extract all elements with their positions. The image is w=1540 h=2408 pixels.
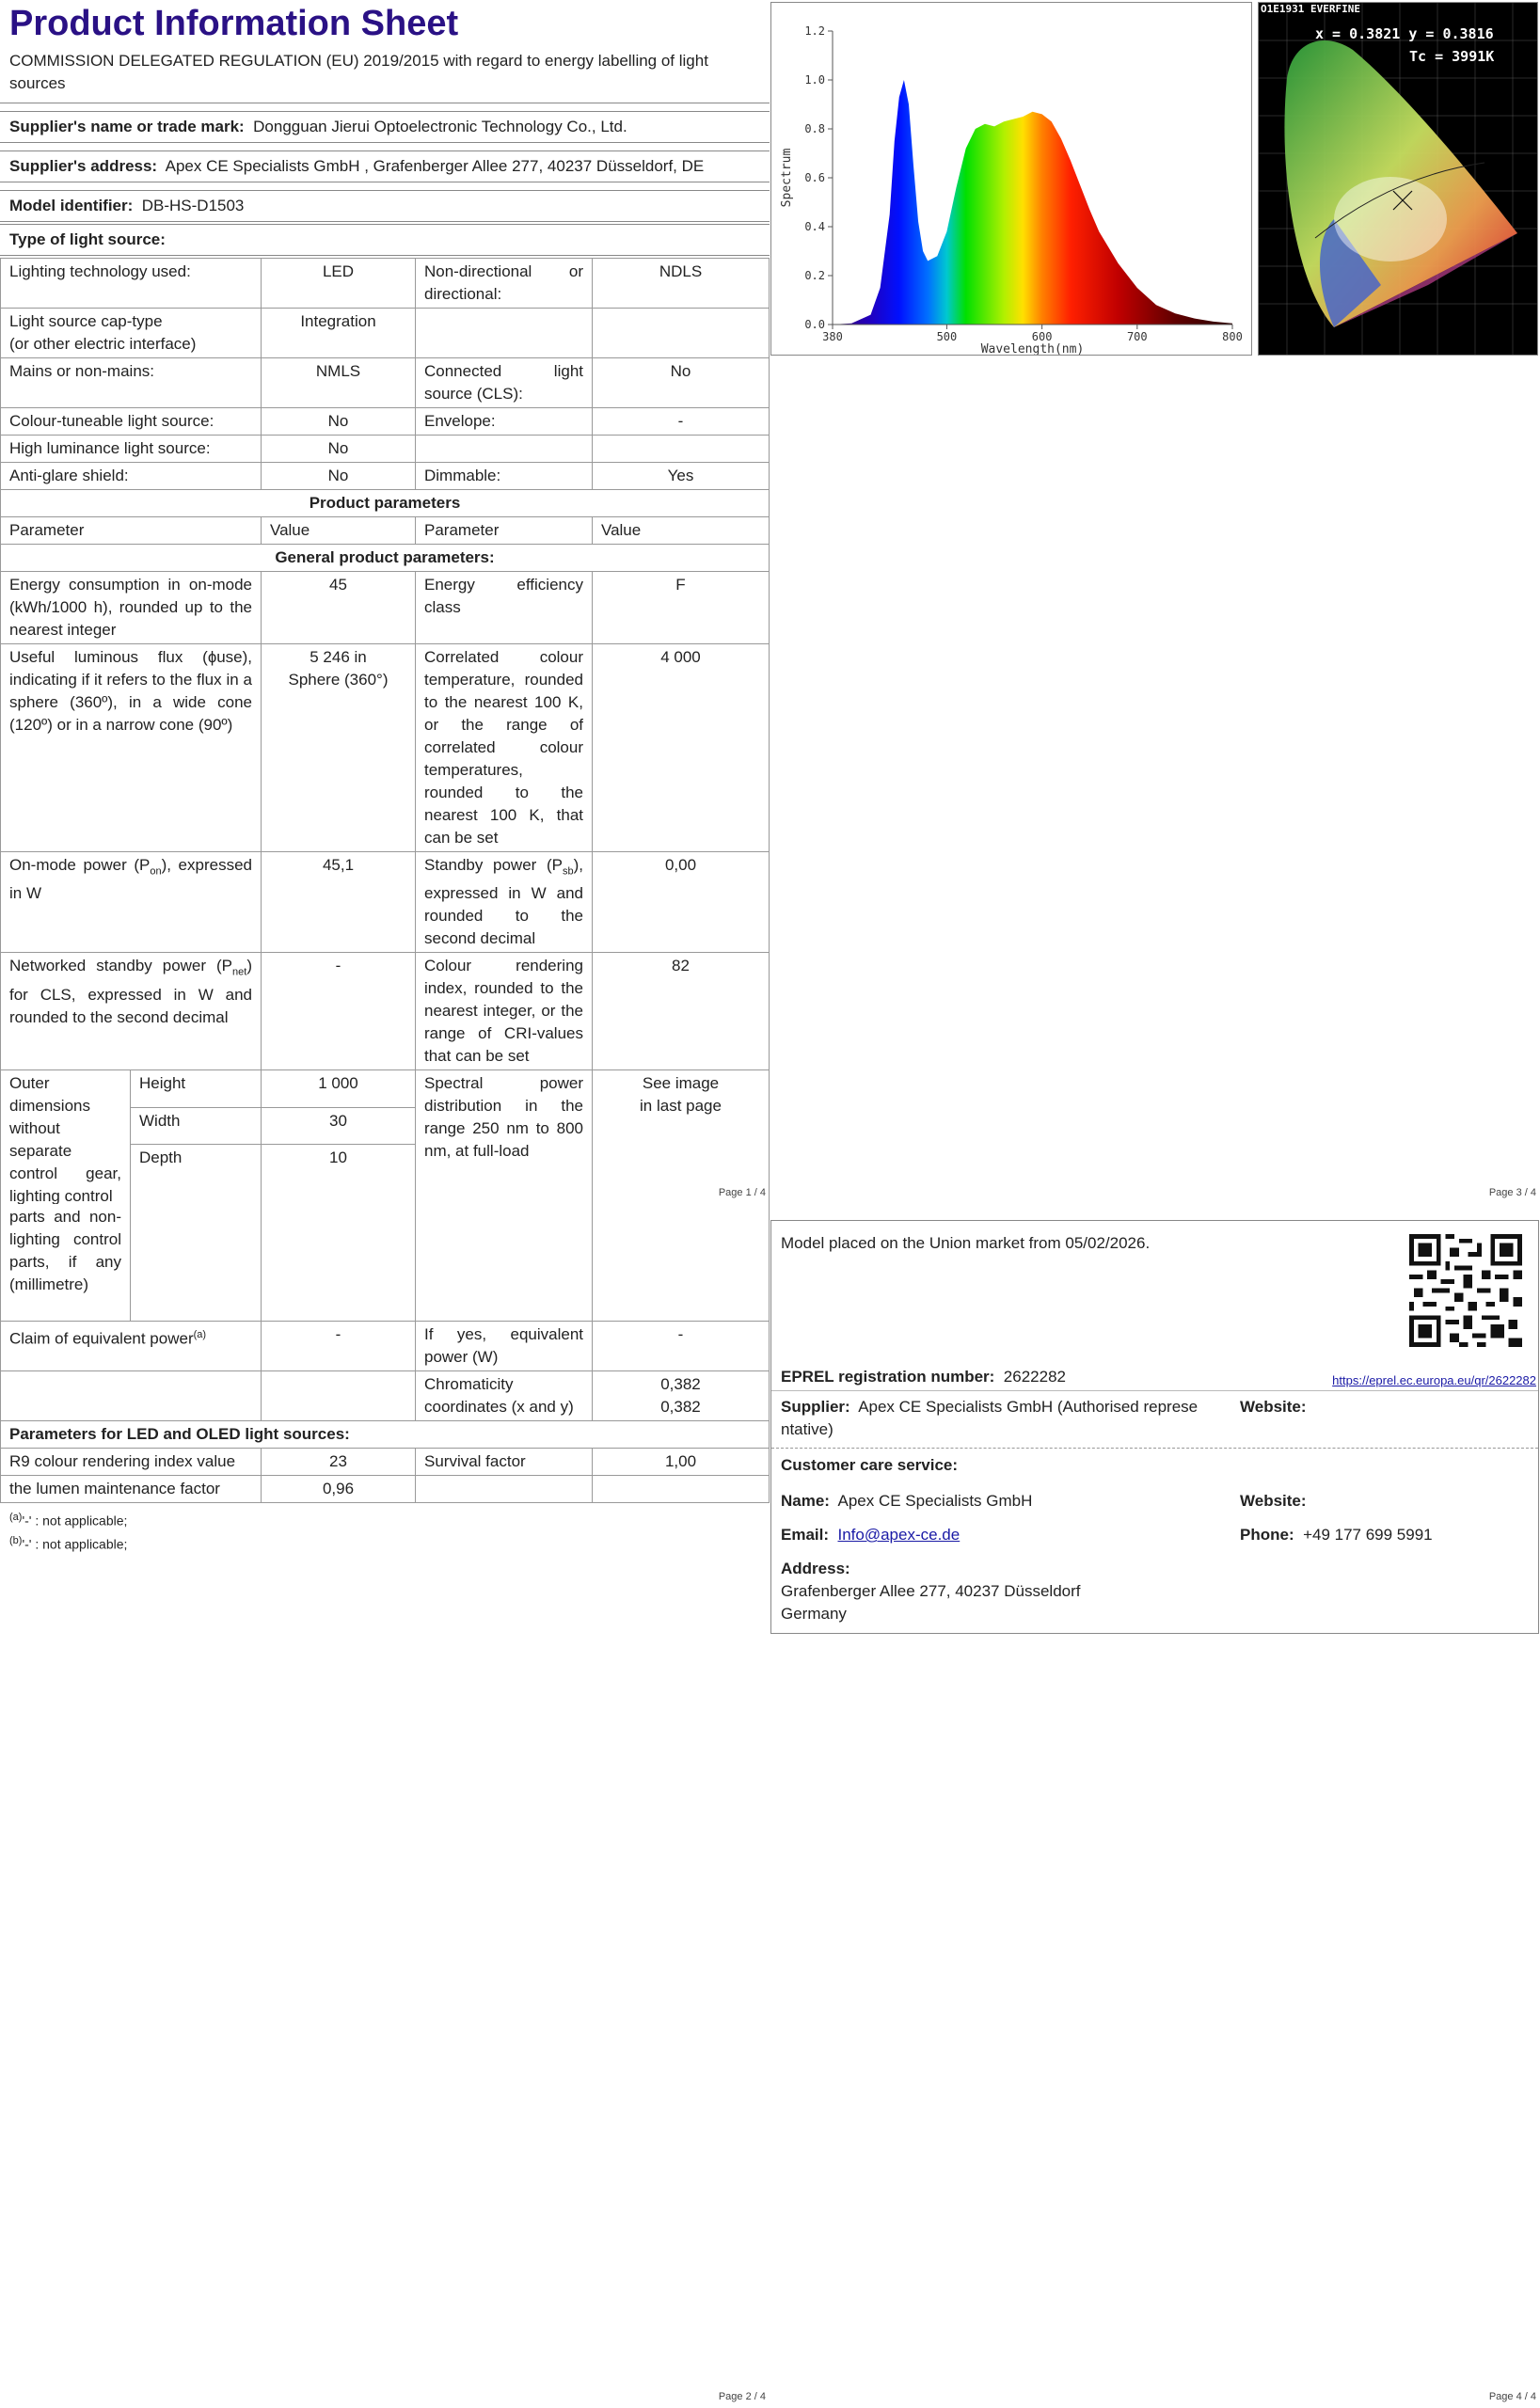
placed-on-market-text: Model placed on the Union market from 05/02/2026. <box>781 1234 1151 1252</box>
phone-value: +49 177 699 5991 <box>1303 1526 1433 1544</box>
footnote-b-sup: (b) <box>9 1535 23 1547</box>
cap-value: Integration <box>262 309 416 358</box>
cap-label-line1: Light source cap-type <box>9 312 163 330</box>
chroma-y: 0,382 <box>660 1397 701 1416</box>
x-tick-label: 800 <box>1222 330 1243 343</box>
cie-tc-readout: Tc = 3991K <box>1409 48 1495 65</box>
empty-cell <box>416 1204 593 1321</box>
divider <box>771 1390 1538 1391</box>
energy-value: 45 <box>262 572 416 644</box>
table-row <box>1 436 770 463</box>
onpower-value: 45,1 <box>262 852 416 953</box>
address-row <box>0 150 770 182</box>
standby-label-b: ), expressed in W and rounded to the second decimal <box>424 856 583 948</box>
type-label: Type of light source: <box>9 230 166 248</box>
care-name-row <box>781 1490 1032 1513</box>
width-label: Width <box>131 1107 262 1145</box>
cri-value: 82 <box>593 953 770 1070</box>
spectrum-area <box>833 80 1232 325</box>
care-address-block <box>781 1558 1080 1625</box>
table-row <box>1 309 770 358</box>
onpower-sub: on <box>150 865 162 878</box>
empty-cell <box>262 1370 416 1420</box>
model-label: Model identifier: <box>9 197 134 214</box>
y-tick-label: 0.2 <box>804 269 825 282</box>
dims-label-cont: parts and non-lighting control parts, if any (millimetre) <box>1 1204 131 1321</box>
empty-cell <box>593 1475 770 1502</box>
eprel-label: EPREL registration number: <box>781 1368 995 1386</box>
standby-label-a: Standby power (P <box>424 856 563 874</box>
table-row <box>1 259 770 309</box>
eeclass-label: Energy efficiency class <box>416 572 593 644</box>
customer-care-label: Customer care service: <box>781 1456 959 1474</box>
footnote-a-sup: (a) <box>9 1511 23 1523</box>
cct-label: Correlated colour temperature, rounded to the nearest 100 K, or the range of correlated colour temperatures, rounded to the nearest 100 K, that can be set <box>416 644 593 852</box>
x-tick-label: 600 <box>1031 330 1053 343</box>
width-value: 30 <box>262 1107 416 1145</box>
spd-label: Spectral power distribution in the range 250 nm to 800 nm, at full-load <box>416 1070 593 1204</box>
led-params-heading: Parameters for LED and OLED light sources: <box>1 1420 770 1448</box>
supplier-value: Apex CE Specialists GmbH (Authorised represe ntative) <box>781 1398 1199 1438</box>
empty-cell <box>1 1370 262 1420</box>
flux-label: Useful luminous flux (ɸuse), indicating if it refers to the flux in a sphere (360º), in a wide cone (120º) or in a narrow cone (90º) <box>1 644 262 852</box>
highlum-value: No <box>262 436 416 463</box>
netstandby-value: - <box>262 953 416 1070</box>
parameters-table-continued <box>0 1204 770 1503</box>
spectrum-svg <box>771 3 1251 355</box>
equiv-yes-value: - <box>593 1321 770 1370</box>
table-row <box>1 644 770 852</box>
divider <box>771 1448 1538 1449</box>
address-label: Supplier's address: <box>9 157 158 175</box>
onpower-label-b: ), expressed in W <box>9 856 252 903</box>
spd-value-line2: in last page <box>640 1097 722 1116</box>
table-row <box>1 463 770 490</box>
page-number: Page 1 / 4 <box>718 1187 766 1198</box>
table-row <box>1 953 770 1070</box>
regulation-subtitle: COMMISSION DELEGATED REGULATION (EU) 2019/2015 with regard to energy labelling of light sources <box>0 44 770 103</box>
email-link[interactable]: Info@apex-ce.de <box>837 1526 961 1544</box>
footnote-a-text: '-' : not applicable; <box>22 1513 128 1529</box>
eprel-value: 2622282 <box>1003 1368 1066 1386</box>
chroma-value <box>593 1370 770 1420</box>
netstandby-sub: net <box>232 966 247 978</box>
flux-value <box>262 644 416 852</box>
mains-label: Mains or non-mains: <box>1 358 262 408</box>
dimmable-value: Yes <box>593 463 770 490</box>
netstandby-label-a: Networked standby power (P <box>9 957 233 975</box>
netstandby-label <box>1 953 262 1070</box>
empty-cell <box>262 1204 416 1321</box>
x-tick-label: 700 <box>1126 330 1148 343</box>
empty-cell <box>416 309 593 358</box>
page-number: Page 4 / 4 <box>1488 2391 1536 2402</box>
page-1 <box>0 0 770 1204</box>
care-phone-row <box>1240 1524 1433 1546</box>
type-row <box>0 224 770 256</box>
lumen-label: the lumen maintenance factor <box>1 1475 262 1502</box>
cls-label: Connected light source (CLS): <box>416 358 593 408</box>
supplier-row <box>0 111 770 143</box>
table-row <box>1 1204 770 1321</box>
y-tick-label: 0.8 <box>804 122 825 135</box>
equiv-label <box>1 1321 262 1370</box>
col-value-header: Value <box>262 517 416 545</box>
table-row <box>1 1475 770 1502</box>
footnote-a <box>0 1503 770 1531</box>
height-value: 1 000 <box>262 1070 416 1108</box>
dims-label: Outer dimensions without separate control gear, lighting control <box>1 1070 131 1204</box>
cie-header: O1E1931 EVERFINE <box>1261 3 1360 15</box>
product-params-heading: Product parameters <box>1 490 770 517</box>
x-axis-label: Wavelength(nm) <box>980 342 1085 355</box>
envelope-value: - <box>593 408 770 436</box>
table-row <box>1 572 770 644</box>
model-value: DB-HS-D1503 <box>141 197 245 214</box>
tuneable-value: No <box>262 408 416 436</box>
website-label: Website: <box>1240 1398 1307 1416</box>
table-row <box>1 1321 770 1370</box>
address-label: Address: <box>781 1560 850 1577</box>
empty-cell <box>416 1475 593 1502</box>
supplier-block <box>781 1396 1232 1441</box>
onpower-label <box>1 852 262 953</box>
mains-value: NMLS <box>262 358 416 408</box>
table-row <box>1 1420 770 1448</box>
eprel-info-box <box>770 1220 1539 1634</box>
table-row <box>1 1370 770 1420</box>
onpower-label-a: On-mode power (P <box>9 856 151 874</box>
eprel-link[interactable]: https://eprel.ec.europa.eu/qr/2622282 <box>1332 1373 1536 1387</box>
depth-label: Depth <box>131 1145 262 1204</box>
supplier-label: Supplier's name or trade mark: <box>9 118 245 135</box>
depth-value: 10 <box>262 1145 416 1204</box>
directional-value: NDLS <box>593 259 770 309</box>
survival-value: 1,00 <box>593 1448 770 1475</box>
equiv-value: - <box>262 1321 416 1370</box>
equiv-yes-label: If yes, equivalent power (W) <box>416 1321 593 1370</box>
chroma-x: 0,382 <box>660 1374 701 1393</box>
directional-label: Non-directional or directional: <box>416 259 593 309</box>
survival-label: Survival factor <box>416 1448 593 1475</box>
dimmable-label: Dimmable: <box>416 463 593 490</box>
tuneable-label: Colour-tuneable light source: <box>1 408 262 436</box>
address-line1: Grafenberger Allee 277, 40237 Düsseldorf <box>781 1582 1081 1600</box>
sheet-title: Product Information Sheet <box>9 4 459 43</box>
lighting-tech-label: Lighting technology used: <box>1 259 262 309</box>
empty-cell <box>593 436 770 463</box>
spd-value <box>593 1070 770 1204</box>
antiglare-value: No <box>262 463 416 490</box>
page-2 <box>0 1204 770 2408</box>
website2-label: Website: <box>1240 1492 1307 1510</box>
eprel-registration <box>781 1366 1066 1388</box>
supplier-label: Supplier: <box>781 1398 850 1416</box>
address-value: Apex CE Specialists GmbH , Grafenberger Allee 277, 40237 Düsseldorf, DE <box>165 157 705 175</box>
page-number: Page 2 / 4 <box>718 2391 766 2402</box>
cie-diagram <box>1258 2 1538 356</box>
cct-value: 4 000 <box>593 644 770 852</box>
cie-white-point <box>1334 177 1447 261</box>
name-value: Apex CE Specialists GmbH <box>837 1492 1033 1510</box>
col-value-header: Value <box>593 517 770 545</box>
phone-label: Phone: <box>1240 1526 1294 1544</box>
supplier-value: Dongguan Jierui Optoelectronic Technology Co., Ltd. <box>253 118 627 135</box>
cie-xy-readout: x = 0.3821 y = 0.3816 <box>1315 25 1494 42</box>
r9-value: 23 <box>262 1448 416 1475</box>
standby-value: 0,00 <box>593 852 770 953</box>
highlum-label: High luminance light source: <box>1 436 262 463</box>
table-row <box>1 1070 770 1108</box>
flux-value-line2: Sphere (360°) <box>288 671 389 689</box>
y-axis-label: Spectrum <box>780 148 794 208</box>
care-email-row <box>781 1524 960 1546</box>
envelope-label: Envelope: <box>416 408 593 436</box>
y-tick-label: 1.2 <box>804 24 825 38</box>
footnote-b <box>0 1530 770 1555</box>
empty-cell <box>593 309 770 358</box>
cie-svg <box>1259 3 1537 355</box>
r9-label: R9 colour rendering index value <box>1 1448 262 1475</box>
standby-sub: sb <box>562 865 574 878</box>
empty-cell <box>131 1204 262 1321</box>
equiv-sup: (a) <box>193 1328 207 1340</box>
x-tick-label: 380 <box>822 330 843 343</box>
col-param-header: Parameter <box>1 517 262 545</box>
cap-label-line2: (or other electric interface) <box>9 335 197 353</box>
y-tick-label: 1.0 <box>804 73 825 87</box>
netstandby-label-b: ) for CLS, expressed in W and rounded to the second decimal <box>9 957 252 1026</box>
chroma-label: Chromaticity coordinates (x and y) <box>416 1370 593 1420</box>
table-row <box>1 1448 770 1475</box>
model-row <box>0 190 770 222</box>
x-tick-label: 500 <box>936 330 958 343</box>
antiglare-label: Anti-glare shield: <box>1 463 262 490</box>
lumen-value: 0,96 <box>262 1475 416 1502</box>
parameters-table <box>0 258 770 1204</box>
lighting-tech-value: LED <box>262 259 416 309</box>
flux-value-line1: 5 246 in <box>310 648 367 666</box>
energy-label: Energy consumption in on-mode (kWh/1000 h), rounded up to the nearest integer <box>1 572 262 644</box>
name-label: Name: <box>781 1492 830 1510</box>
empty-cell <box>416 436 593 463</box>
spectrum-chart <box>770 2 1252 356</box>
table-row <box>1 358 770 408</box>
y-tick-label: 0.4 <box>804 220 825 233</box>
email-label: Email: <box>781 1526 830 1544</box>
standby-label <box>416 852 593 953</box>
table-row <box>1 545 770 572</box>
table-row <box>1 490 770 517</box>
y-tick-label: 0.0 <box>804 318 825 331</box>
page-4 <box>770 1204 1540 2408</box>
footnote-b-text: '-' : not applicable; <box>22 1536 128 1552</box>
page-number: Page 3 / 4 <box>1488 1187 1536 1198</box>
cri-label: Colour rendering index, rounded to the nearest integer, or the range of CRI-values that can be set <box>416 953 593 1070</box>
y-tick-label: 0.6 <box>804 171 825 184</box>
spd-value-line1: See image <box>642 1074 720 1093</box>
height-label: Height <box>131 1070 262 1108</box>
cls-value: No <box>593 358 770 408</box>
col-param-header: Parameter <box>416 517 593 545</box>
empty-cell <box>593 1204 770 1321</box>
table-row <box>1 517 770 545</box>
page-3 <box>770 0 1540 1204</box>
eeclass-value: F <box>593 572 770 644</box>
table-row <box>1 852 770 953</box>
general-params-heading: General product parameters: <box>1 545 770 572</box>
address-line2: Germany <box>781 1605 847 1623</box>
qr-code-icon[interactable] <box>1409 1234 1522 1347</box>
equiv-label-text: Claim of equivalent power <box>9 1329 194 1348</box>
cap-label <box>1 309 262 358</box>
table-row <box>1 408 770 436</box>
